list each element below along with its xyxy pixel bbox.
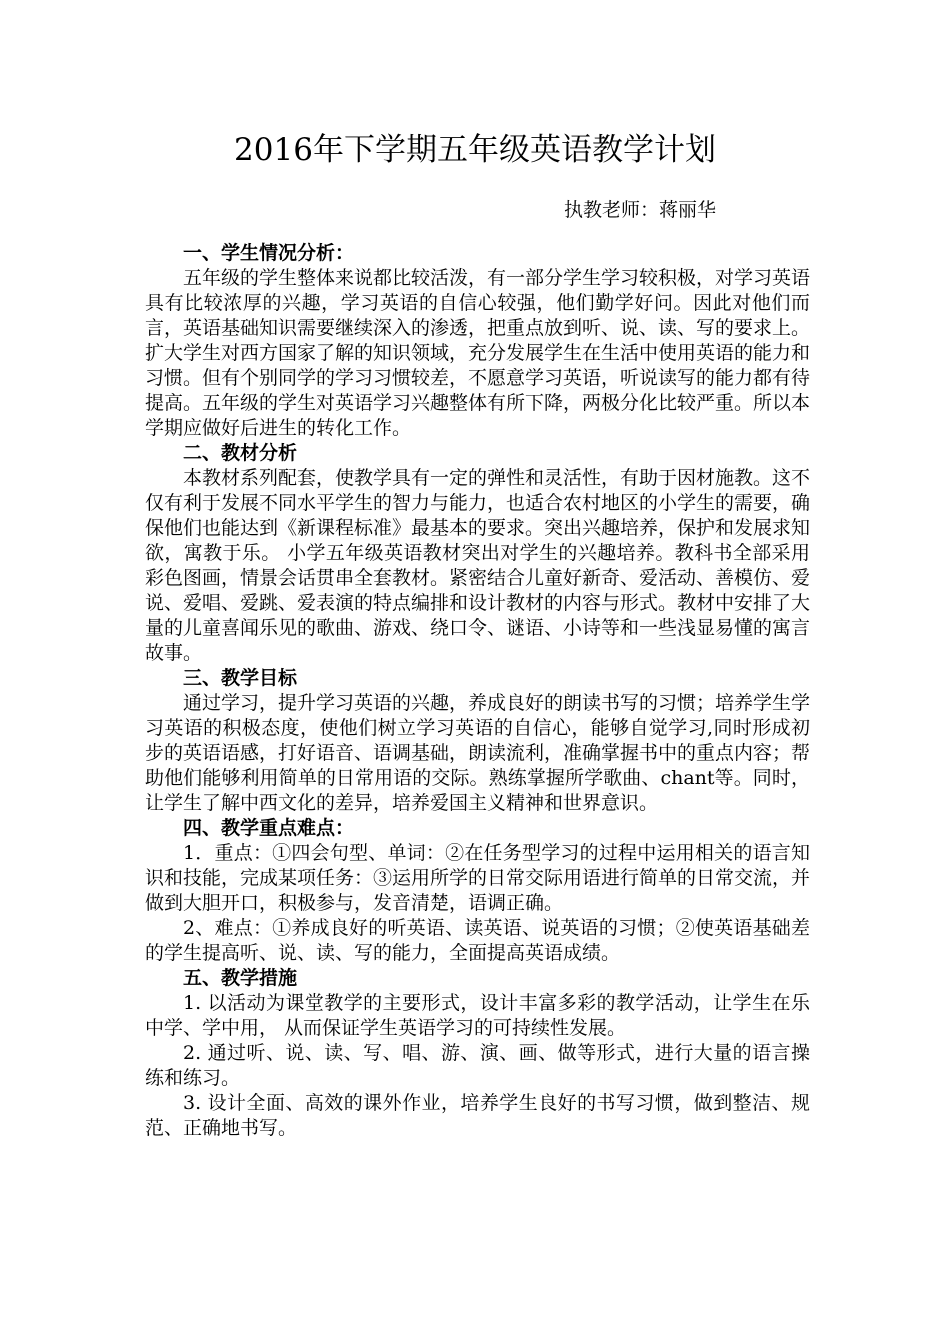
- body-paragraph: 通过学习，提升学习英语的兴趣，养成良好的朗读书写的习惯；培养学生学习英语的积极态度，使他们树立学习英语的自信心，能够自觉学习,同时形成初步的英语语感，打好语音、语调基础，朗读流利，准确掌握书中的重点内容；帮助他们能够利用简单的日常用语的交际。熟练掌握所学歌曲、chant等。同时，让学生了解中西文化的差异，培养爱国主义精神和世界意识。: [145, 692, 811, 814]
- body-paragraph: 3. 设计全面、高效的课外作业，培养学生良好的书写习惯，做到整洁、规范、正确地书写。: [145, 1092, 810, 1139]
- section-heading: 五、教学措施: [183, 967, 298, 989]
- section-heading: 四、教学重点难点：: [183, 817, 355, 839]
- section-heading: 一、学生情况分析：: [183, 242, 355, 264]
- document-title: 2016年下学期五年级英语教学计划: [234, 132, 716, 168]
- body-paragraph: 1. 以活动为课堂教学的主要形式，设计丰富多彩的教学活动，让学生在乐中学、学中用， 从而保证学生英语学习的可持续性发展。: [145, 992, 810, 1039]
- document-body: [145, 241, 810, 1141]
- body-paragraph: 五年级的学生整体来说都比较活泼，有一部分学生学习较积极，对学习英语具有比较浓厚的兴趣，学习英语的自信心较强，他们勤学好问。因此对他们而言，英语基础知识需要继续深入的渗透，把重点放到听、说、读、写的要求上。扩大学生对西方国家了解的知识领域，充分发展学生在生活中使用英语的能力和习惯。但有个别同学的学习习惯较差，不愿意学习英语，听说读写的能力都有待提高。五年级的学生对英语学习兴趣整体有所下降，两极分化比较严重。所以本学期应做好后进生的转化工作。: [145, 267, 811, 439]
- body-paragraph: 2. 通过听、说、读、写、唱、游、演、画、做等形式，进行大量的语言操练和练习。: [145, 1042, 810, 1089]
- section-heading: 三、教学目标: [183, 667, 298, 689]
- author-line: 执教老师：蒋丽华: [564, 199, 717, 221]
- body-paragraph: 1．重点：①四会句型、单词：②在任务型学习的过程中运用相关的语言知识和技能，完成某项任务：③运用所学的日常交际用语进行简单的日常交流，并做到大胆开口，积极参与，发音清楚，语调正确。: [145, 842, 811, 914]
- body-paragraph: 本教材系列配套，使教学具有一定的弹性和灵活性，有助于因材施教。这不仅有利于发展不同水平学生的智力与能力，也适合农村地区的小学生的需要，确保他们也能达到《新课程标准》最基本的要求。突出兴趣培养，保护和发展求知欲，寓教于乐。 小学五年级英语教材突出对学生的兴趣培养。教科书全部采用彩色图画，情景会话贯串全套教材。紧密结合儿童好新奇、爱活动、善模仿、爱说、爱唱、爱跳、爱表演的特点编排和设计教材的内容与形式。教材中安排了大量的儿童喜闻乐见的歌曲、游戏、绕口令、谜语、小诗等和一些浅显易懂的寓言故事。: [145, 467, 811, 664]
- body-paragraph: 2、难点：①养成良好的听英语、读英语、说英语的习惯；②使英语基础差的学生提高听、说、读、写的能力，全面提高英语成绩。: [145, 917, 810, 964]
- section-heading: 二、教材分析: [183, 442, 298, 464]
